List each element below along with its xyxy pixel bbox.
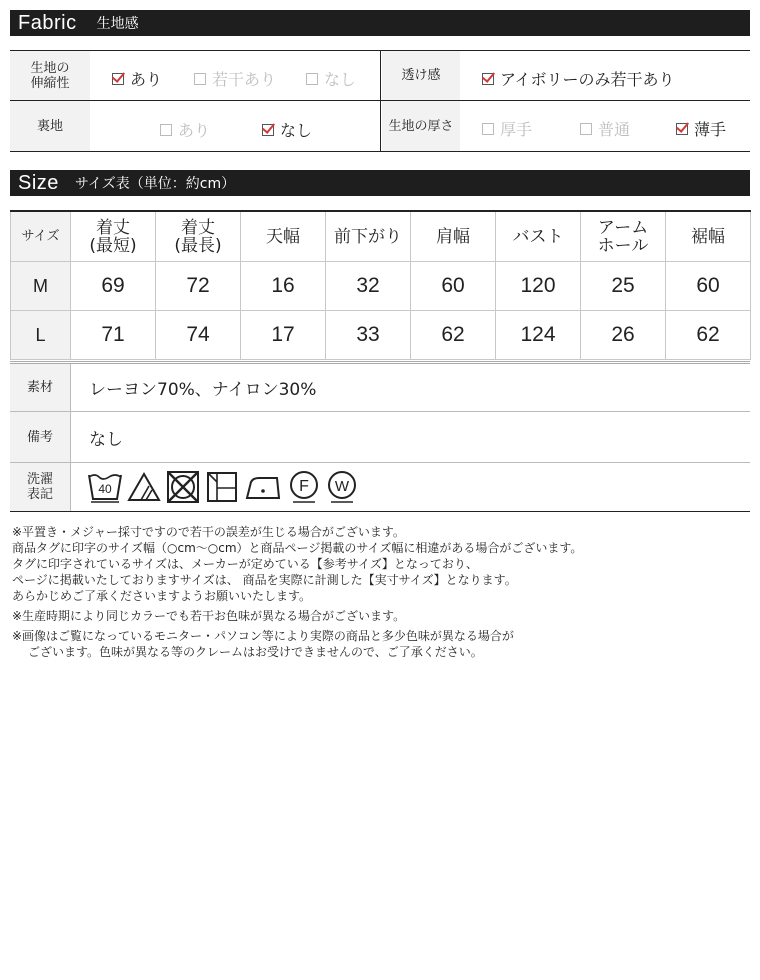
- size-cell: 25: [581, 262, 666, 311]
- bleach-ok-icon: [127, 470, 161, 504]
- material-value: レーヨン70%、ナイロン30%: [89, 380, 317, 400]
- size-cell: 60: [411, 262, 496, 311]
- material-row: [10, 364, 750, 412]
- size-title: Size: [18, 171, 59, 194]
- note-line: 商品タグに印字のサイズ幅（○cm〜○cm）と商品ページ掲載のサイズ幅に相違がある場合がございます。: [12, 541, 583, 555]
- size-cell: 32: [326, 262, 411, 311]
- fabric-title: Fabric: [18, 11, 77, 34]
- checkbox-empty-icon: [160, 124, 172, 136]
- size-cell: L: [11, 311, 71, 360]
- size-table: [10, 210, 751, 360]
- col-header-length-short-text: 着丈 (最短): [89, 217, 137, 256]
- size-cell: 62: [411, 311, 496, 360]
- lining-option-yes[interactable]: あり: [160, 118, 210, 141]
- wet-clean-w-icon: [325, 469, 359, 505]
- size-cell: 72: [156, 262, 241, 311]
- size-cell: 71: [71, 311, 156, 360]
- sheer-option[interactable]: アイボリーのみ若干あり: [482, 67, 675, 90]
- fabric-table: [10, 50, 750, 152]
- fabric-subtitle: 生地感: [96, 16, 139, 32]
- stretch-option-slight[interactable]: 若干あり: [194, 67, 276, 90]
- sheer-label: 透け感: [382, 51, 460, 100]
- size-row-l: [11, 311, 751, 360]
- size-cell: 26: [581, 311, 666, 360]
- col-header-length-short: [71, 211, 156, 262]
- size-cell: 120: [496, 262, 581, 311]
- col-header-length-long-text: 着丈 (最長): [174, 217, 222, 256]
- note-line: タグに印字されているサイズは、メーカーが定めている【参考サイズ】となっており、: [12, 557, 478, 571]
- note-line: ※生産時期により同じカラーでも若干お色味が異なる場合がございます。: [12, 609, 406, 623]
- thickness-option-thick[interactable]: 厚手: [482, 117, 532, 140]
- size-cell: 16: [241, 262, 326, 311]
- care-icons: [71, 463, 750, 511]
- thickness-option-thin[interactable]: 薄手: [676, 117, 726, 140]
- no-tumble-dry-icon: [165, 469, 201, 505]
- note-line: ※画像はご覧になっているモニター・パソコン等により実際の商品と多少色味が異なる場合が: [12, 629, 514, 643]
- size-cell: 69: [71, 262, 156, 311]
- col-header-armhole: [581, 211, 666, 262]
- note-line: ページに掲載いたしておりますサイズは、 商品を実際に計測した【実寸サイズ】となります。: [12, 573, 517, 587]
- fabric-divider: [380, 51, 381, 151]
- col-header-length-long: [156, 211, 241, 262]
- checkbox-empty-icon: [482, 123, 494, 135]
- remarks-label: 備考: [10, 412, 71, 462]
- size-cell: 62: [666, 311, 751, 360]
- notes: [12, 524, 752, 660]
- stretch-label: 生地の 伸縮性: [10, 51, 90, 100]
- note-line: あらかじめご了承くださいますようお願いいたします。: [12, 589, 312, 603]
- thickness-option-normal[interactable]: 普通: [580, 117, 630, 140]
- stretch-option-none[interactable]: なし: [306, 67, 356, 90]
- checkbox-checked-icon: [112, 73, 124, 85]
- col-header-neck-width: 天幅: [241, 211, 326, 262]
- lining-option-no[interactable]: なし: [262, 118, 312, 141]
- care-row: [10, 463, 750, 512]
- col-header-armhole-text: アーム ホール: [597, 217, 649, 256]
- checkbox-empty-icon: [306, 73, 318, 85]
- svg-text:W: W: [334, 478, 350, 495]
- fabric-header: [10, 10, 750, 36]
- size-header-row: [11, 211, 751, 262]
- size-cell: M: [11, 262, 71, 311]
- line-dry-shade-icon: [205, 470, 239, 504]
- col-header-front-drop: 前下がり: [326, 211, 411, 262]
- svg-text:F: F: [299, 478, 309, 495]
- thickness-label: 生地の厚さ: [382, 101, 460, 151]
- col-header-bust: バスト: [496, 211, 581, 262]
- wash-40-icon: [87, 469, 123, 505]
- dry-clean-f-icon: [287, 469, 321, 505]
- material-label: 素材: [10, 364, 71, 411]
- lining-label: 裏地: [10, 101, 90, 151]
- checkbox-empty-icon: [194, 73, 206, 85]
- size-cell: 17: [241, 311, 326, 360]
- info-table: [10, 361, 750, 512]
- checkbox-checked-icon: [262, 124, 274, 136]
- size-cell: 33: [326, 311, 411, 360]
- checkbox-checked-icon: [676, 123, 688, 135]
- col-header-shoulder: 肩幅: [411, 211, 496, 262]
- size-header: [10, 170, 750, 196]
- checkbox-checked-icon: [482, 73, 494, 85]
- care-label: 洗濯 表記: [10, 463, 71, 511]
- note-line: ※平置き・メジャー採寸ですので若干の誤差が生じる場合がございます。: [12, 525, 405, 539]
- size-row-m: [11, 262, 751, 311]
- col-header-hem-width: 裾幅: [666, 211, 751, 262]
- stretch-option-yes[interactable]: あり: [112, 67, 162, 90]
- iron-low-icon: [243, 470, 283, 504]
- checkbox-empty-icon: [580, 123, 592, 135]
- size-cell: 124: [496, 311, 581, 360]
- size-cell: 60: [666, 262, 751, 311]
- size-cell: 74: [156, 311, 241, 360]
- size-subtitle: サイズ表（単位：約cm）: [74, 176, 236, 192]
- remarks-value: なし: [89, 429, 123, 450]
- col-header-size: サイズ: [11, 211, 71, 262]
- note-line: ございます。色味が異なる等のクレームはお受けできませんので、ご了承ください。: [28, 645, 483, 659]
- svg-text:40: 40: [98, 482, 112, 496]
- remarks-row: [10, 412, 750, 463]
